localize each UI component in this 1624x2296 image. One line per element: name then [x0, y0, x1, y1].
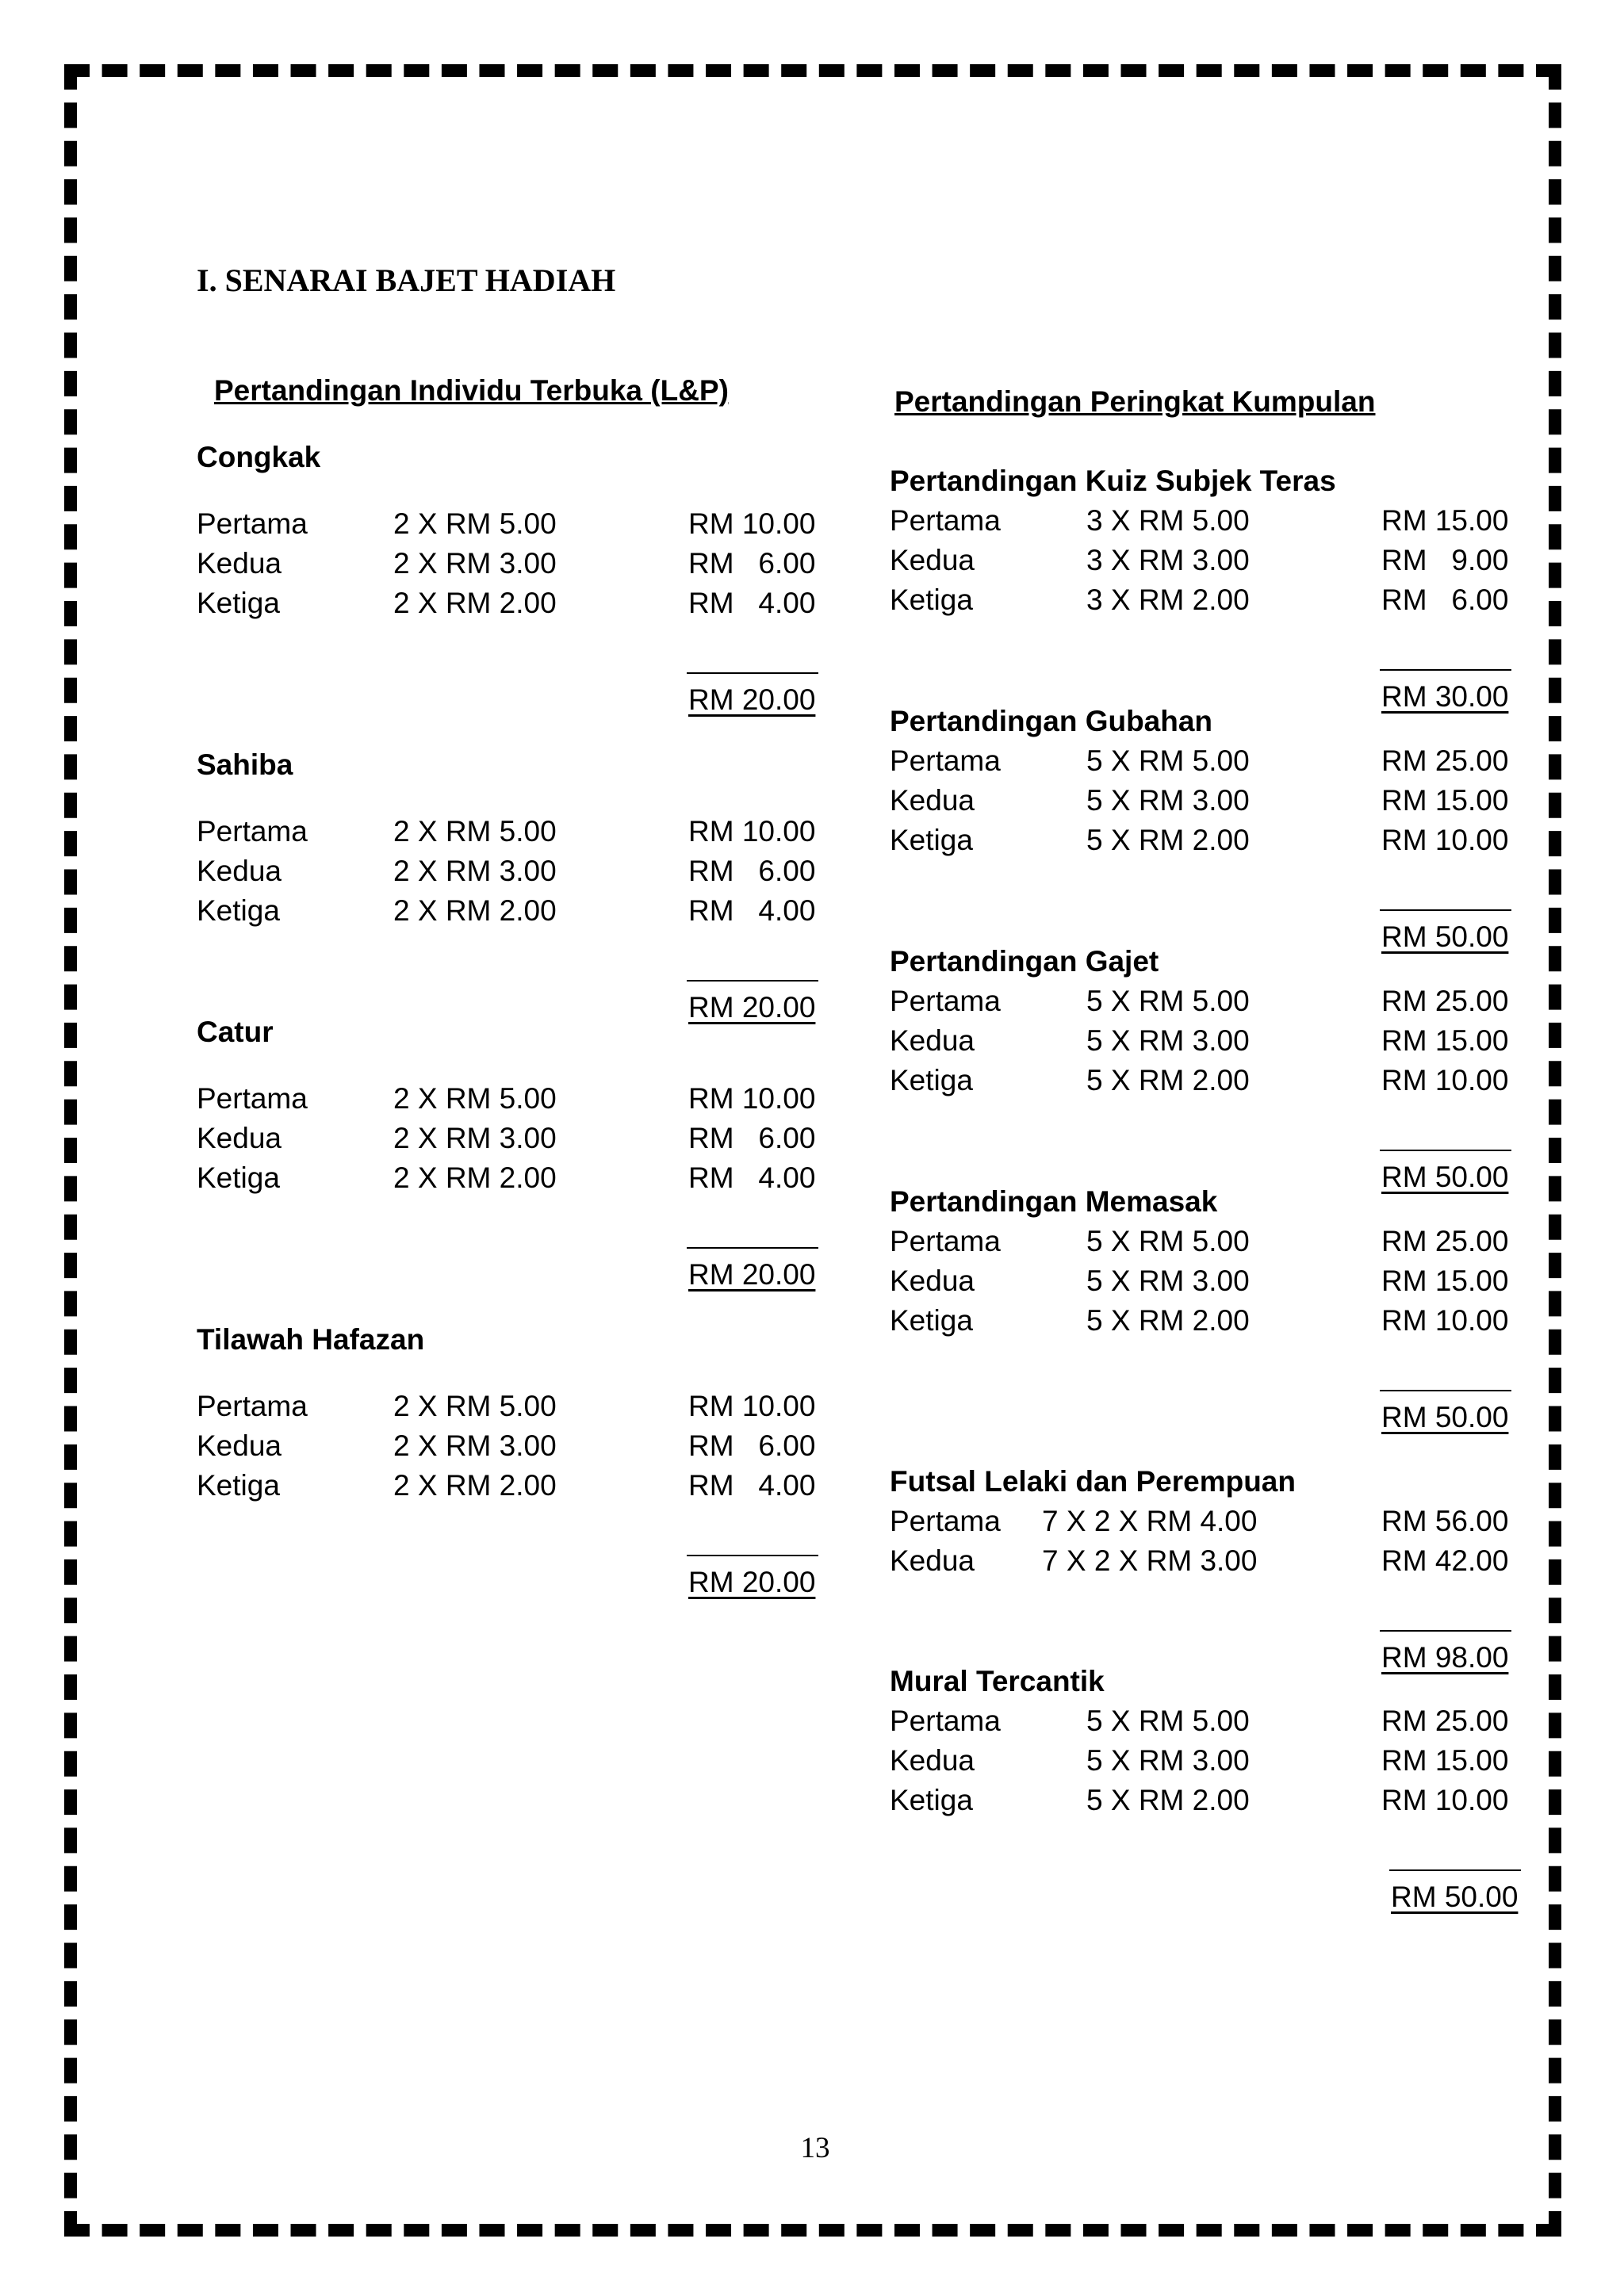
subtotal-rule — [687, 672, 818, 674]
prize-calculation: 5 X RM 3.00 — [1086, 1265, 1250, 1297]
prize-place: Kedua — [890, 1265, 975, 1297]
section-total: RM 50.00 — [1391, 1881, 1519, 1913]
prize-calculation: 2 X RM 2.00 — [393, 894, 557, 927]
prize-amount: RM 56.00 — [1381, 1505, 1509, 1537]
prize-place: Kedua — [197, 855, 282, 887]
right-column-title: Pertandingan Peringkat Kumpulan — [894, 385, 1376, 418]
prize-amount: RM 9.00 — [1381, 544, 1509, 576]
prize-amount: RM 6.00 — [1381, 584, 1509, 616]
prize-calculation: 2 X RM 5.00 — [393, 815, 557, 848]
prize-amount: RM 6.00 — [688, 855, 816, 887]
section-total: RM 30.00 — [1381, 680, 1509, 713]
prize-place: Ketiga — [890, 1304, 973, 1337]
subtotal-rule — [1380, 909, 1511, 911]
page-heading: I. SENARAI BAJET HADIAH — [197, 262, 616, 298]
prize-amount: RM 4.00 — [688, 894, 816, 927]
section-title: Pertandingan Memasak — [890, 1185, 1218, 1218]
section-title: Pertandingan Gajet — [890, 945, 1159, 978]
prize-place: Kedua — [890, 1024, 975, 1057]
prize-amount: RM 25.00 — [1381, 744, 1509, 777]
prize-amount: RM 15.00 — [1381, 1024, 1509, 1057]
section-title: Catur — [197, 1016, 274, 1048]
left-column-title: Pertandingan Individu Terbuka (L&P) — [214, 374, 729, 407]
prize-calculation: 5 X RM 2.00 — [1086, 1304, 1250, 1337]
prize-amount: RM 15.00 — [1381, 784, 1509, 817]
section-total: RM 50.00 — [1381, 920, 1509, 953]
subtotal-rule — [1380, 669, 1511, 671]
section-total: RM 20.00 — [688, 1258, 816, 1291]
prize-place: Pertama — [890, 1225, 1001, 1257]
prize-place: Ketiga — [197, 587, 280, 619]
prize-place: Ketiga — [890, 1784, 973, 1816]
prize-calculation: 3 X RM 3.00 — [1086, 544, 1250, 576]
prize-place: Pertama — [890, 1705, 1001, 1737]
prize-calculation: 7 X 2 X RM 3.00 — [1042, 1544, 1258, 1577]
section-total: RM 50.00 — [1381, 1161, 1509, 1193]
prize-calculation: 3 X RM 2.00 — [1086, 584, 1250, 616]
prize-place: Kedua — [197, 1122, 282, 1154]
section-title: Pertandingan Kuiz Subjek Teras — [890, 465, 1336, 497]
prize-amount: RM 15.00 — [1381, 504, 1509, 537]
prize-calculation: 5 X RM 2.00 — [1086, 1784, 1250, 1816]
prize-calculation: 5 X RM 5.00 — [1086, 1705, 1250, 1737]
prize-place: Pertama — [197, 815, 308, 848]
prize-amount: RM 10.00 — [1381, 1304, 1509, 1337]
section-title: Futsal Lelaki dan Perempuan — [890, 1465, 1296, 1498]
section-total: RM 20.00 — [688, 991, 816, 1024]
prize-place: Ketiga — [890, 824, 973, 856]
prize-calculation: 2 X RM 5.00 — [393, 1390, 557, 1422]
section-title: Sahiba — [197, 748, 293, 781]
prize-calculation: 2 X RM 3.00 — [393, 855, 557, 887]
section-total: RM 98.00 — [1381, 1641, 1509, 1674]
prize-calculation: 2 X RM 3.00 — [393, 1429, 557, 1462]
prize-place: Pertama — [890, 504, 1001, 537]
section-title: Congkak — [197, 441, 321, 473]
prize-calculation: 2 X RM 2.00 — [393, 587, 557, 619]
prize-calculation: 2 X RM 2.00 — [393, 1161, 557, 1194]
prize-amount: RM 15.00 — [1381, 1744, 1509, 1777]
prize-calculation: 3 X RM 5.00 — [1086, 504, 1250, 537]
prize-amount: RM 6.00 — [688, 547, 816, 580]
prize-calculation: 5 X RM 5.00 — [1086, 744, 1250, 777]
prize-place: Kedua — [890, 784, 975, 817]
prize-place: Ketiga — [890, 584, 973, 616]
section-title: Pertandingan Gubahan — [890, 705, 1213, 737]
prize-calculation: 5 X RM 2.00 — [1086, 1064, 1250, 1096]
prize-calculation: 2 X RM 2.00 — [393, 1469, 557, 1502]
prize-calculation: 5 X RM 3.00 — [1086, 784, 1250, 817]
prize-amount: RM 6.00 — [688, 1122, 816, 1154]
prize-amount: RM 15.00 — [1381, 1265, 1509, 1297]
prize-calculation: 5 X RM 2.00 — [1086, 824, 1250, 856]
prize-place: Pertama — [890, 985, 1001, 1017]
prize-calculation: 2 X RM 3.00 — [393, 547, 557, 580]
prize-amount: RM 10.00 — [688, 1082, 816, 1115]
prize-calculation: 5 X RM 5.00 — [1086, 985, 1250, 1017]
prize-calculation: 2 X RM 5.00 — [393, 1082, 557, 1115]
prize-place: Ketiga — [197, 894, 280, 927]
prize-place: Kedua — [890, 544, 975, 576]
subtotal-rule — [1380, 1390, 1511, 1391]
prize-place: Kedua — [197, 547, 282, 580]
section-total: RM 50.00 — [1381, 1401, 1509, 1433]
section-total: RM 20.00 — [688, 683, 816, 716]
prize-place: Pertama — [197, 1082, 308, 1115]
prize-calculation: 5 X RM 3.00 — [1086, 1024, 1250, 1057]
prize-place: Kedua — [197, 1429, 282, 1462]
prize-calculation: 5 X RM 5.00 — [1086, 1225, 1250, 1257]
prize-calculation: 5 X RM 3.00 — [1086, 1744, 1250, 1777]
prize-amount: RM 10.00 — [688, 507, 816, 540]
prize-place: Pertama — [890, 1505, 1001, 1537]
prize-place: Kedua — [890, 1744, 975, 1777]
prize-place: Pertama — [197, 1390, 308, 1422]
subtotal-rule — [687, 1247, 818, 1249]
section-total: RM 20.00 — [688, 1566, 816, 1598]
subtotal-rule — [1389, 1869, 1521, 1871]
prize-place: Ketiga — [197, 1161, 280, 1194]
prize-amount: RM 4.00 — [688, 1161, 816, 1194]
prize-amount: RM 10.00 — [1381, 824, 1509, 856]
prize-amount: RM 42.00 — [1381, 1544, 1509, 1577]
prize-amount: RM 25.00 — [1381, 985, 1509, 1017]
prize-place: Kedua — [890, 1544, 975, 1577]
prize-place: Ketiga — [197, 1469, 280, 1502]
prize-place: Pertama — [890, 744, 1001, 777]
prize-amount: RM 4.00 — [688, 1469, 816, 1502]
page-number: 13 — [800, 2132, 830, 2164]
subtotal-rule — [687, 980, 818, 982]
section-title: Mural Tercantik — [890, 1665, 1105, 1697]
subtotal-rule — [687, 1555, 818, 1556]
prize-calculation: 7 X 2 X RM 4.00 — [1042, 1505, 1258, 1537]
prize-amount: RM 25.00 — [1381, 1705, 1509, 1737]
prize-amount: RM 10.00 — [1381, 1064, 1509, 1096]
section-title: Tilawah Hafazan — [197, 1323, 425, 1356]
prize-calculation: 2 X RM 5.00 — [393, 507, 557, 540]
prize-amount: RM 10.00 — [688, 815, 816, 848]
prize-amount: RM 4.00 — [688, 587, 816, 619]
prize-place: Ketiga — [890, 1064, 973, 1096]
prize-calculation: 2 X RM 3.00 — [393, 1122, 557, 1154]
prize-place: Pertama — [197, 507, 308, 540]
subtotal-rule — [1380, 1150, 1511, 1151]
prize-amount: RM 10.00 — [688, 1390, 816, 1422]
prize-amount: RM 6.00 — [688, 1429, 816, 1462]
prize-amount: RM 10.00 — [1381, 1784, 1509, 1816]
subtotal-rule — [1380, 1630, 1511, 1632]
prize-amount: RM 25.00 — [1381, 1225, 1509, 1257]
